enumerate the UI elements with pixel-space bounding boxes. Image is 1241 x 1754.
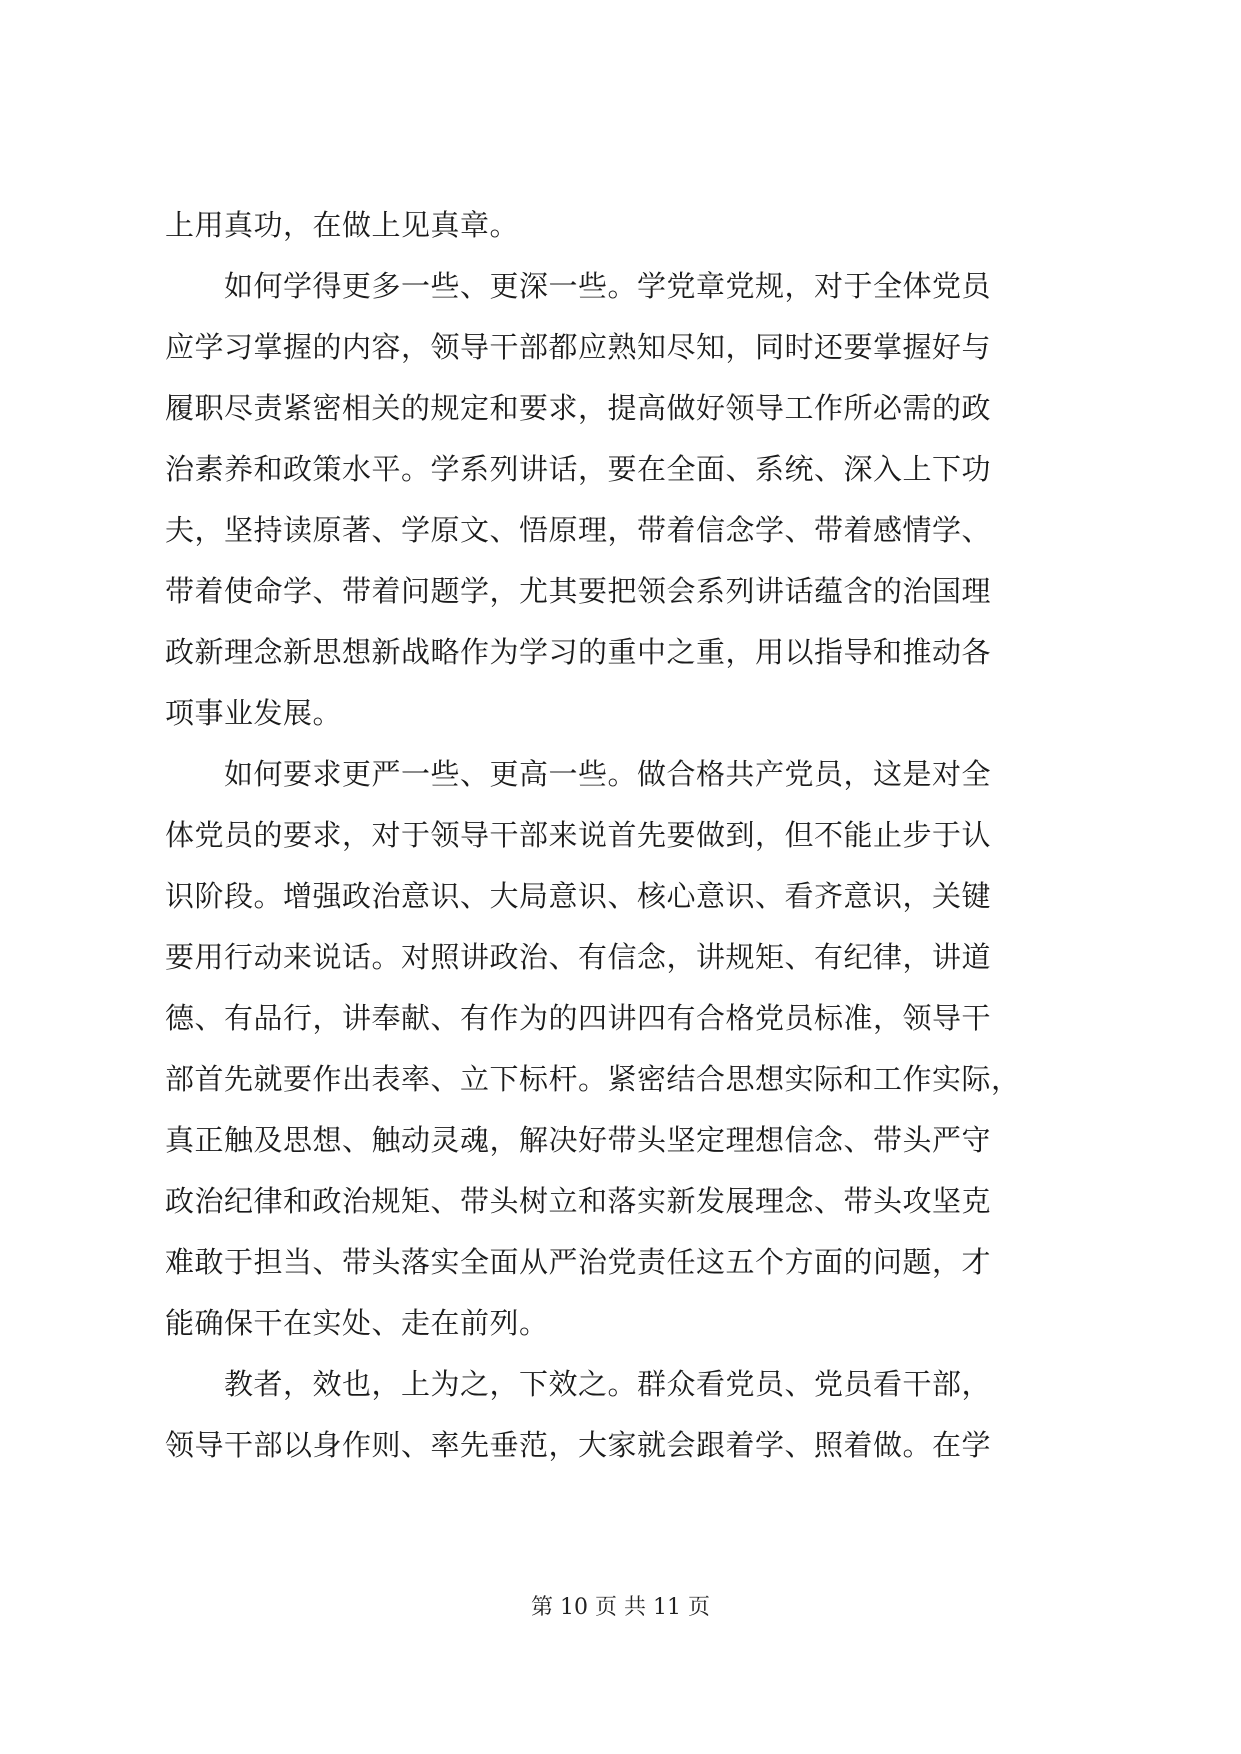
text-line: 带着使命学、带着问题学，尤其要把领会系列讲话蕴含的治国理 — [165, 574, 992, 608]
text-line: 如何要求更严一些、更高一些。做合格共产党员，这是对全 — [165, 757, 992, 791]
text-line: 真正触及思想、触动灵魂，解决好带头坚定理想信念、带头严守 — [165, 1123, 992, 1157]
text-line: 要用行动来说话。对照讲政治、有信念，讲规矩、有纪律，讲道 — [165, 940, 992, 974]
text-line: 应学习掌握的内容，领导干部都应熟知尽知，同时还要掌握好与 — [165, 330, 992, 364]
text-line: 履职尽责紧密相关的规定和要求，提高做好领导工作所必需的政 — [165, 391, 992, 425]
text-line: 夫，坚持读原著、学原文、悟原理，带着信念学、带着感情学、 — [165, 513, 992, 547]
text-line: 政治纪律和政治规矩、带头树立和落实新发展理念、带头攻坚克 — [165, 1184, 992, 1218]
text-line: 领导干部以身作则、率先垂范，大家就会跟着学、照着做。在学 — [165, 1428, 992, 1462]
text-line: 治素养和政策水平。学系列讲话，要在全面、系统、深入上下功 — [165, 452, 992, 486]
text-line: 上用真功，在做上见真章。 — [165, 208, 520, 242]
text-line: 项事业发展。 — [165, 696, 343, 730]
text-line: 教者，效也，上为之，下效之。群众看党员、党员看干部， — [165, 1367, 992, 1401]
text-line: 政新理念新思想新战略作为学习的重中之重，用以指导和推动各 — [165, 635, 992, 669]
page-footer: 第 10 页 共 11 页 — [531, 1595, 710, 1620]
text-line: 能确保干在实处、走在前列。 — [165, 1306, 549, 1340]
text-line: 难敢于担当、带头落实全面从严治党责任这五个方面的问题，才 — [165, 1245, 992, 1279]
text-line: 体党员的要求，对于领导干部来说首先要做到，但不能止步于认 — [165, 818, 992, 852]
text-line: 识阶段。增强政治意识、大局意识、核心意识、看齐意识，关键 — [165, 879, 992, 913]
text-line: 如何学得更多一些、更深一些。学党章党规，对于全体党员 — [165, 269, 992, 303]
text-line: 部首先就要作出表率、立下标杆。紧密结合思想实际和工作实际， — [165, 1062, 1021, 1096]
body-text — [165, 195, 1085, 1476]
text-line: 德、有品行，讲奉献、有作为的四讲四有合格党员标准，领导干 — [165, 1001, 992, 1035]
